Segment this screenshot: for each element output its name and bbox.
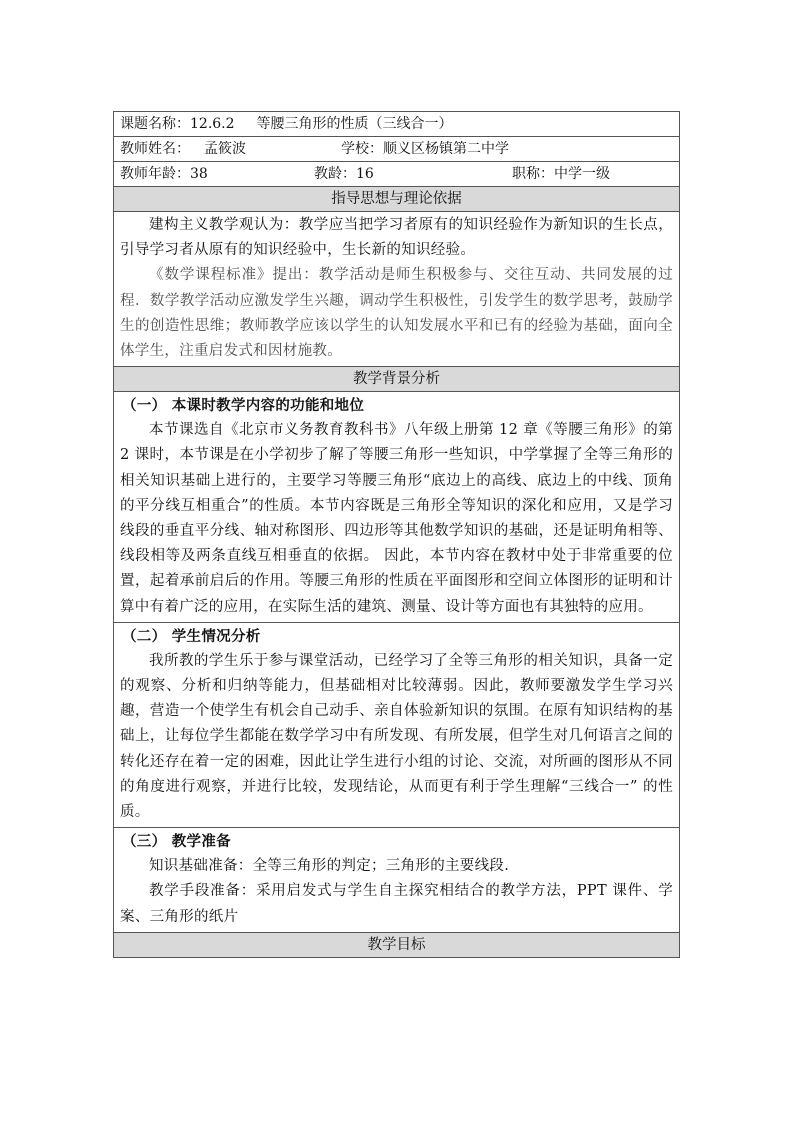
school-name: 顺义区杨镇第二中学	[383, 141, 509, 157]
guide-paragraph-2: 《数学课程标准》提出：教学活动是师生积极参与、交往互动、共同发展的过程．数学教学活动应激发学生兴趣，调动学生积极性，引发学生的数学思考，鼓励学生的创造性思维；教师教学应该以学生的认知发展水平和已有的经验为基础，面向全体学生，注重启发式和因材施教。	[120, 267, 673, 360]
content-function-paragraph: 本节课选自《北京市义务教育教科书》八年级上册第 12 章《等腰三角形》的第 2 课时，本节课是在小学初步了解了等腰三角形一些知识，中学掌握了全等三角形的相关知识基础上进行的，主要学习等腰三角形“底边上的高线、底边上的中线、顶角的平分线互相重合”的性质。本节内容既是三角形全等知识的深化和应用，又是学习线段的垂直平分线、轴对称图形、四边形等其他数学知识的基础，还是证明角相等、线段相等及两条直线互相垂直的依据。 因此，本节内容在教材中处于非常重要的位置，起着承前启后的作用。等腰三角形的性质在平面图形和空间立体图形的证明和计算中有着广泛的应用，在实际生活的建筑、测量、设计等方面也有其独特的应用。	[120, 422, 673, 615]
guide-section-header: 指导思想与理论依据	[114, 187, 680, 212]
course-label: 课题名称：	[120, 116, 190, 132]
teach-years-label: 教龄：	[314, 166, 356, 182]
teacher-row	[114, 137, 680, 162]
teach-years-info	[314, 162, 374, 186]
guide-content	[114, 212, 680, 367]
student-analysis-paragraph: 我所教的学生乐于参与课堂活动，已经学习了全等三角形的相关知识，具备一定的观察、分析和归纳等能力，但基础相对比较薄弱。因此，教师要激发学生学习兴趣，营造一个使学生有机会自己动手、亲自体验新知识的氛围。在原有知识结构的基础上，让每位学生都能在数学学习中有所发现、有所发展，但学生对几何语言之间的转化还存在着一定的困难，因此让学生进行小组的讨论、交流，对所画的图形从不同的角度进行观察，并进行比较，发现结论，从而更有利于学生理解“三线合一” 的性质。	[120, 652, 673, 821]
job-title-label: 职称：	[512, 166, 554, 182]
lesson-plan-document	[113, 111, 680, 958]
teacher-name: 孟筱波	[204, 141, 246, 157]
course-row	[114, 112, 680, 137]
background-section-header: 教学背景分析	[114, 367, 680, 392]
age-label: 教师年龄：	[120, 166, 190, 182]
age-row	[114, 162, 680, 187]
lesson-plan-table	[113, 111, 680, 958]
teaching-prep-paragraph-1: 知识基础准备：全等三角形的判定；三角形的主要线段.	[149, 858, 510, 875]
teaching-prep-section	[114, 828, 680, 933]
teaching-prep-title: （三） 教学准备	[122, 833, 231, 851]
job-title-info	[512, 162, 610, 186]
job-title-value: 中学一级	[554, 166, 610, 182]
teacher-label: 教师姓名：	[120, 141, 190, 157]
teach-years-value: 16	[356, 166, 374, 182]
content-function-section	[114, 392, 680, 623]
teaching-prep-paragraph-2: 教学手段准备：采用启发式与学生自主探究相结合的教学方法，PPT 课件、学案、三角形的纸片	[120, 883, 673, 925]
goals-section-header: 教学目标	[114, 932, 680, 957]
student-analysis-section	[114, 622, 680, 827]
age-value: 38	[190, 166, 208, 182]
content-function-title: （一） 本课时教学内容的功能和地位	[122, 397, 365, 415]
student-analysis-title: （二） 学生情况分析	[122, 627, 261, 645]
course-code: 12.6.2	[190, 116, 235, 132]
school-info	[341, 137, 509, 161]
course-name: 等腰三角形的性质（三线合一）	[256, 116, 453, 132]
school-label: 学校：	[341, 141, 383, 157]
guide-paragraph-1: 建构主义教学观认为：教学应当把学习者原有的知识经验作为新知识的生长点，引导学习者从原有的知识经验中，生长新的知识经验。	[120, 217, 673, 259]
